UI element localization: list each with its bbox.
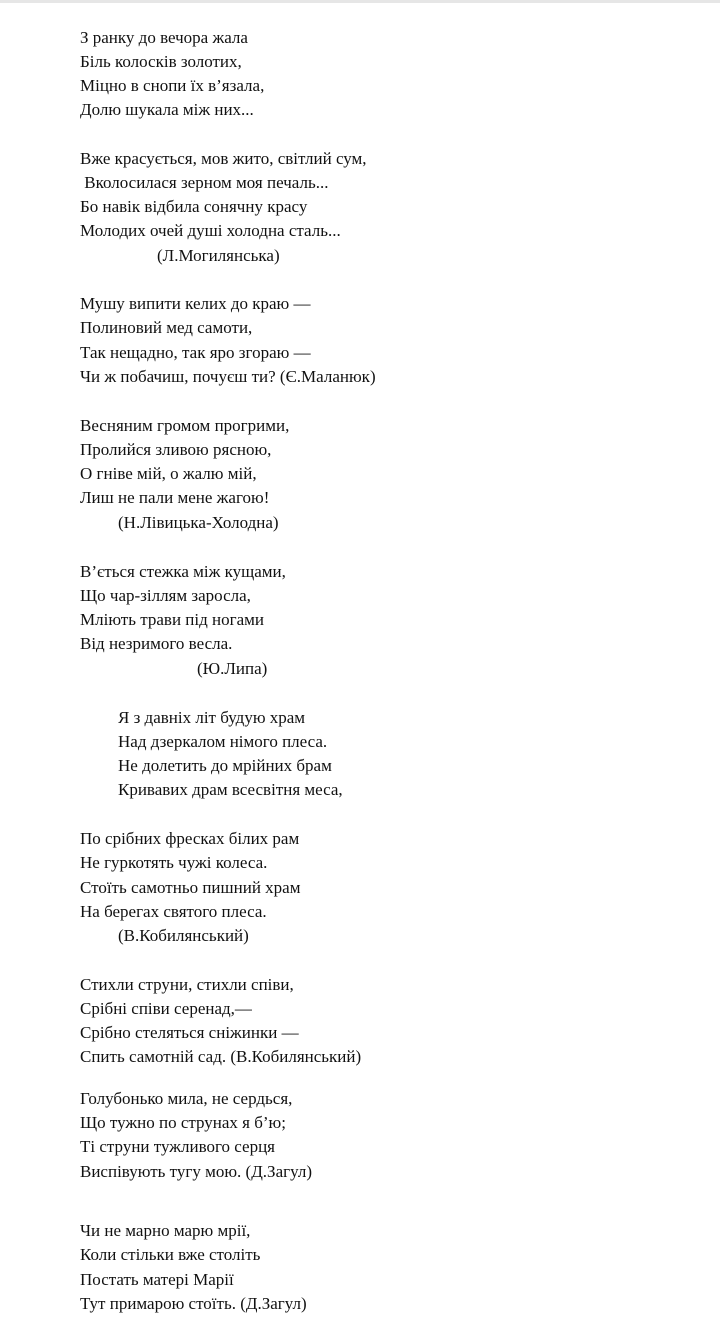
poem-line: Над дзеркалом німого плеса. [118, 732, 328, 751]
poem-line: На берегах святого плеса. [80, 902, 267, 921]
poem-line: Бо навік відбила сонячну красу [80, 197, 308, 216]
poem-line: Я з давніх літ будую храм [118, 708, 306, 727]
poem-line: Стоїть самотньо пишний храм [80, 878, 301, 897]
poem-line: Біль колосків золотих, [80, 52, 242, 71]
poem-line: Мліють трави під ногами [80, 610, 264, 629]
poem-line: Срібно стеляться сніжинки — [80, 1023, 299, 1042]
poem-line: В’ється стежка між кущами, [80, 562, 286, 581]
poem-line: Долю шукала між них... [80, 100, 254, 119]
poem-line: Вже красується, мов жито, світлий сум, [80, 149, 367, 168]
poem-line: Не долетить до мрійних брам [118, 756, 332, 775]
poem-line: Срібні співи серенад,— [80, 999, 252, 1018]
author-attribution: (Л.Могилянська) [157, 246, 280, 265]
poem-line: Спить самотній сад. (В.Кобилянський) [80, 1047, 362, 1066]
poem-line: О гніве мій, о жалю мій, [80, 464, 257, 483]
poem-line: З ранку до вечора жала [80, 28, 248, 47]
author-attribution: (В.Кобилянський) [118, 926, 249, 945]
poem-line: Ті струни тужливого серця [80, 1137, 275, 1156]
poem-line: Міцно в снопи їх в’язала, [80, 76, 265, 95]
poem-line: Постать матері Марії [80, 1270, 234, 1289]
poem-line: Коли стільки вже століть [80, 1245, 261, 1264]
poem-line: Стихли струни, стихли співи, [80, 975, 294, 994]
poem-line: Виспівують тугу мою. (Д.Загул) [80, 1162, 312, 1181]
poem-line: Весняним громом прогрими, [80, 416, 290, 435]
poem-line: Чи не марно марю мрії, [80, 1221, 251, 1240]
author-attribution: (Ю.Липа) [197, 659, 268, 678]
poem-line: Так нещадно, так яро згораю — [80, 343, 311, 362]
poem-line: Кривавих драм всесвітня меса, [118, 780, 343, 799]
poem-line: Що тужно по струнах я б’ю; [80, 1113, 286, 1132]
poem-line: Чи ж побачиш, почуєш ти? (Є.Маланюк) [80, 367, 376, 386]
poem-line: Що чар-зіллям заросла, [80, 586, 251, 605]
poem-line: Мушу випити келих до краю — [80, 294, 311, 313]
poem-line: Від незримого весла. [80, 634, 233, 653]
poem-line: Молодих очей душі холодна сталь... [80, 221, 341, 240]
poem-line: Лиш не пали мене жагою! [80, 488, 270, 507]
poem-line: По срібних фресках білих рам [80, 829, 300, 848]
poem-line: Не гуркотять чужі колеса. [80, 853, 268, 872]
poem-line: Голубонько мила, не сердься, [80, 1089, 293, 1108]
poem-line: Пролийся зливою рясною, [80, 440, 272, 459]
author-attribution: (Н.Лівицька-Холодна) [118, 513, 279, 532]
poem-line: Вколосилася зерном моя печаль... [80, 173, 329, 192]
poem-line: Тут примарою стоїть. (Д.Загул) [80, 1294, 307, 1313]
poem-line: Полиновий мед самоти, [80, 318, 253, 337]
